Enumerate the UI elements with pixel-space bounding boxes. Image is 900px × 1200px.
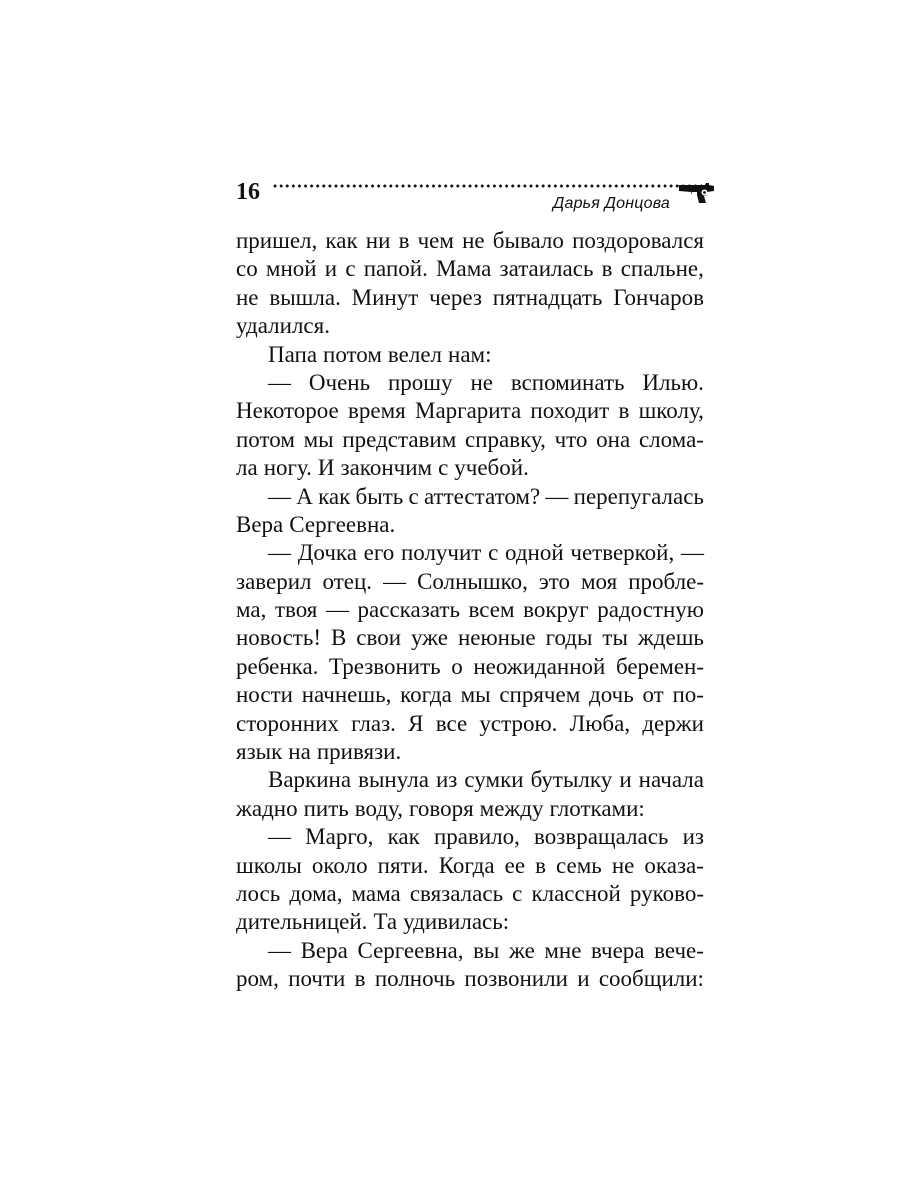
word: Вера: [300, 937, 348, 963]
running-header: [236, 176, 716, 216]
word: с: [488, 540, 499, 566]
word: Я: [408, 710, 424, 736]
word: —: [268, 824, 291, 850]
word: удалился.: [236, 313, 330, 339]
word: моя: [580, 568, 618, 594]
word: держи: [642, 710, 704, 736]
word: Минут: [351, 284, 419, 310]
author-name: Дарья Донцова: [553, 195, 670, 212]
word: пятнадцать: [492, 284, 603, 310]
word: от: [642, 682, 664, 708]
word: школы: [236, 852, 302, 878]
word: и: [324, 256, 338, 282]
word: закончим: [340, 455, 433, 481]
word: Дочка: [297, 540, 357, 566]
word: Марго,: [305, 824, 374, 850]
word: глотками:: [549, 795, 645, 821]
word: ее: [504, 852, 526, 878]
word: же: [508, 937, 535, 963]
word: начала: [638, 767, 704, 793]
word: мне: [544, 937, 582, 963]
text-line: [236, 681, 704, 709]
word: в: [535, 852, 546, 878]
word: когда: [400, 682, 452, 708]
text-line: [236, 341, 704, 369]
word: связалась: [409, 880, 504, 906]
word: аттестатом?: [423, 483, 541, 509]
word: полночь: [374, 966, 456, 992]
word: как: [387, 824, 420, 850]
word: —: [383, 568, 407, 594]
text-line: [236, 454, 704, 482]
word: руково-: [629, 880, 704, 906]
word: и: [577, 966, 590, 992]
word: ждешь: [637, 625, 704, 651]
word: глаз.: [351, 710, 396, 736]
word: возвращалась: [534, 824, 669, 850]
text-line: [236, 397, 704, 425]
text-line: [236, 511, 704, 539]
text-line: [236, 965, 704, 993]
word: потом: [236, 426, 295, 452]
word: классной: [531, 880, 621, 906]
word: заверил: [236, 568, 312, 594]
word: пробле-: [628, 568, 704, 594]
word: пить: [303, 795, 349, 821]
word: И: [317, 455, 335, 481]
word: ности: [236, 682, 293, 708]
revolver-icon: [678, 182, 716, 204]
text-line: [236, 312, 704, 340]
text-line: [236, 937, 704, 965]
word: годы: [545, 625, 593, 651]
text-line: [236, 539, 704, 567]
word: правило,: [433, 824, 520, 850]
word: все: [435, 710, 468, 736]
word: справку,: [464, 426, 546, 452]
word: удивилась:: [403, 909, 510, 935]
text-line: [236, 823, 704, 851]
word: в: [398, 228, 410, 253]
word: вокруг: [523, 597, 589, 623]
text-line: [236, 596, 704, 624]
word: с: [512, 880, 523, 906]
word: нам:: [448, 341, 492, 367]
word: она: [596, 426, 631, 452]
word: Варкина: [268, 767, 352, 793]
word: четверкой,: [570, 540, 675, 566]
word: устрою.: [479, 710, 558, 736]
word: Сергеевна,: [357, 937, 464, 963]
word: вспоминать: [510, 369, 625, 395]
word: —: [545, 483, 569, 509]
word: вышла.: [269, 284, 341, 310]
dotted-rule: [272, 184, 702, 188]
word: представим: [342, 426, 457, 452]
text-line: [236, 653, 704, 681]
text-line: [236, 710, 704, 738]
word: с: [345, 256, 356, 282]
word: между: [479, 795, 544, 821]
text-line: [236, 255, 704, 283]
word: рассказать: [357, 597, 460, 623]
word: одной: [505, 540, 564, 566]
word: семь: [556, 852, 602, 878]
word: неожиданной: [473, 653, 606, 679]
word: привязи.: [316, 739, 402, 765]
word: со: [236, 256, 258, 282]
word: почти: [288, 966, 346, 992]
text-line: [236, 880, 704, 908]
word: школу,: [638, 398, 704, 424]
word: затаилась: [499, 256, 594, 282]
text-line: [236, 766, 704, 794]
word: Сергеевна.: [289, 511, 396, 537]
word: не: [462, 228, 485, 253]
word: дочь: [589, 682, 634, 708]
word: не: [470, 369, 493, 395]
word: позвонили: [464, 966, 568, 992]
word: спрячем: [499, 682, 581, 708]
word: ногу.: [263, 455, 312, 481]
word: о: [451, 653, 463, 679]
text-line: [236, 227, 704, 255]
text-line: [236, 852, 704, 880]
word: папой.: [363, 256, 428, 282]
word: чем: [417, 228, 454, 253]
word: беремен-: [615, 653, 704, 679]
word: потом: [323, 341, 382, 367]
word: твоя: [274, 597, 318, 623]
word: это: [538, 568, 570, 594]
word: получит: [400, 540, 482, 566]
word: оказа-: [644, 852, 704, 878]
text-line: [236, 483, 704, 511]
word: в: [354, 966, 366, 992]
word: Гончаров: [613, 284, 704, 310]
text-line: [236, 908, 704, 936]
text-line: [236, 568, 704, 596]
word: Папа: [268, 341, 318, 367]
word: Когда: [438, 852, 495, 878]
word: из: [435, 767, 458, 793]
word: Трезвонить: [329, 653, 441, 679]
word: вынула: [358, 767, 429, 793]
word: сообщили:: [598, 966, 704, 992]
word: ла: [236, 455, 258, 481]
page-number: 16: [236, 179, 260, 205]
word: лось: [236, 880, 281, 906]
word: Очень: [308, 369, 371, 395]
word: —: [268, 937, 291, 963]
word: как: [318, 483, 351, 509]
word: —: [268, 540, 291, 566]
word: по-: [672, 682, 704, 708]
word: —: [325, 597, 349, 623]
word: ни: [365, 228, 391, 253]
word: ребенка.: [236, 653, 319, 679]
word: Солнышко,: [417, 568, 528, 594]
word: сумки: [464, 767, 524, 793]
word: не: [611, 852, 635, 878]
word: как: [325, 228, 358, 253]
word: учебой.: [454, 455, 529, 481]
word: и: [619, 767, 632, 793]
text-line: [236, 426, 704, 454]
word: его: [363, 540, 395, 566]
word: пяти.: [377, 852, 429, 878]
word: свои: [356, 625, 402, 651]
word: Мама: [436, 256, 492, 282]
word: бутылку: [530, 767, 613, 793]
word: велел: [387, 341, 443, 367]
word: Маргарита: [415, 398, 522, 424]
word: ма,: [236, 597, 267, 623]
word: вы: [473, 937, 500, 963]
word: мной: [265, 256, 317, 282]
word: в: [618, 398, 630, 424]
word: мы: [303, 426, 334, 452]
word: через: [429, 284, 482, 310]
word: —: [268, 369, 291, 395]
text-line: [236, 795, 704, 823]
word: —: [268, 483, 291, 509]
word: Люба,: [569, 710, 631, 736]
word: ты: [602, 625, 628, 651]
word: язык: [236, 739, 283, 765]
text-line: [236, 369, 704, 397]
word: около: [311, 852, 368, 878]
word: А: [296, 483, 313, 509]
word: дительницей.: [236, 909, 368, 935]
word: отец.: [322, 568, 373, 594]
word: что: [554, 426, 588, 452]
word: в: [601, 256, 613, 282]
word: новость!: [236, 625, 321, 651]
word: дома,: [289, 880, 343, 906]
word: бывало: [492, 228, 564, 253]
word: всем: [468, 597, 515, 623]
word: быть: [355, 483, 404, 509]
body-text: [236, 227, 704, 994]
word: с: [408, 483, 419, 509]
word: поздоровался: [572, 228, 704, 253]
text-line: [236, 738, 704, 766]
word: на: [288, 739, 311, 765]
text-line: [236, 624, 704, 652]
word: Илью.: [642, 369, 704, 395]
word: прошу: [388, 369, 453, 395]
word: —: [680, 540, 704, 566]
word: сторонних: [236, 710, 339, 736]
word: пришел,: [236, 228, 318, 253]
word: неюные: [457, 625, 536, 651]
word: с: [438, 455, 449, 481]
word: время: [348, 398, 406, 424]
word: Вера: [236, 511, 284, 537]
word: спальне,: [620, 256, 704, 282]
word: Та: [373, 909, 398, 935]
text-line: [236, 284, 704, 312]
word: мы: [460, 682, 491, 708]
word: слома-: [638, 426, 704, 452]
word: вчера: [591, 937, 645, 963]
word: воду,: [354, 795, 403, 821]
word: начнешь,: [301, 682, 392, 708]
word: из: [682, 824, 704, 850]
word: радостную: [597, 597, 704, 623]
word: уже: [410, 625, 448, 651]
word: мама: [351, 880, 401, 906]
word: не: [236, 284, 259, 310]
word: вече-: [654, 937, 704, 963]
word: ром,: [236, 966, 279, 992]
word: В: [330, 625, 347, 651]
word: походит: [530, 398, 610, 424]
word: Некоторое: [236, 398, 339, 424]
word: перепугалась: [573, 483, 704, 509]
word: говоря: [409, 795, 474, 821]
word: жадно: [236, 795, 298, 821]
